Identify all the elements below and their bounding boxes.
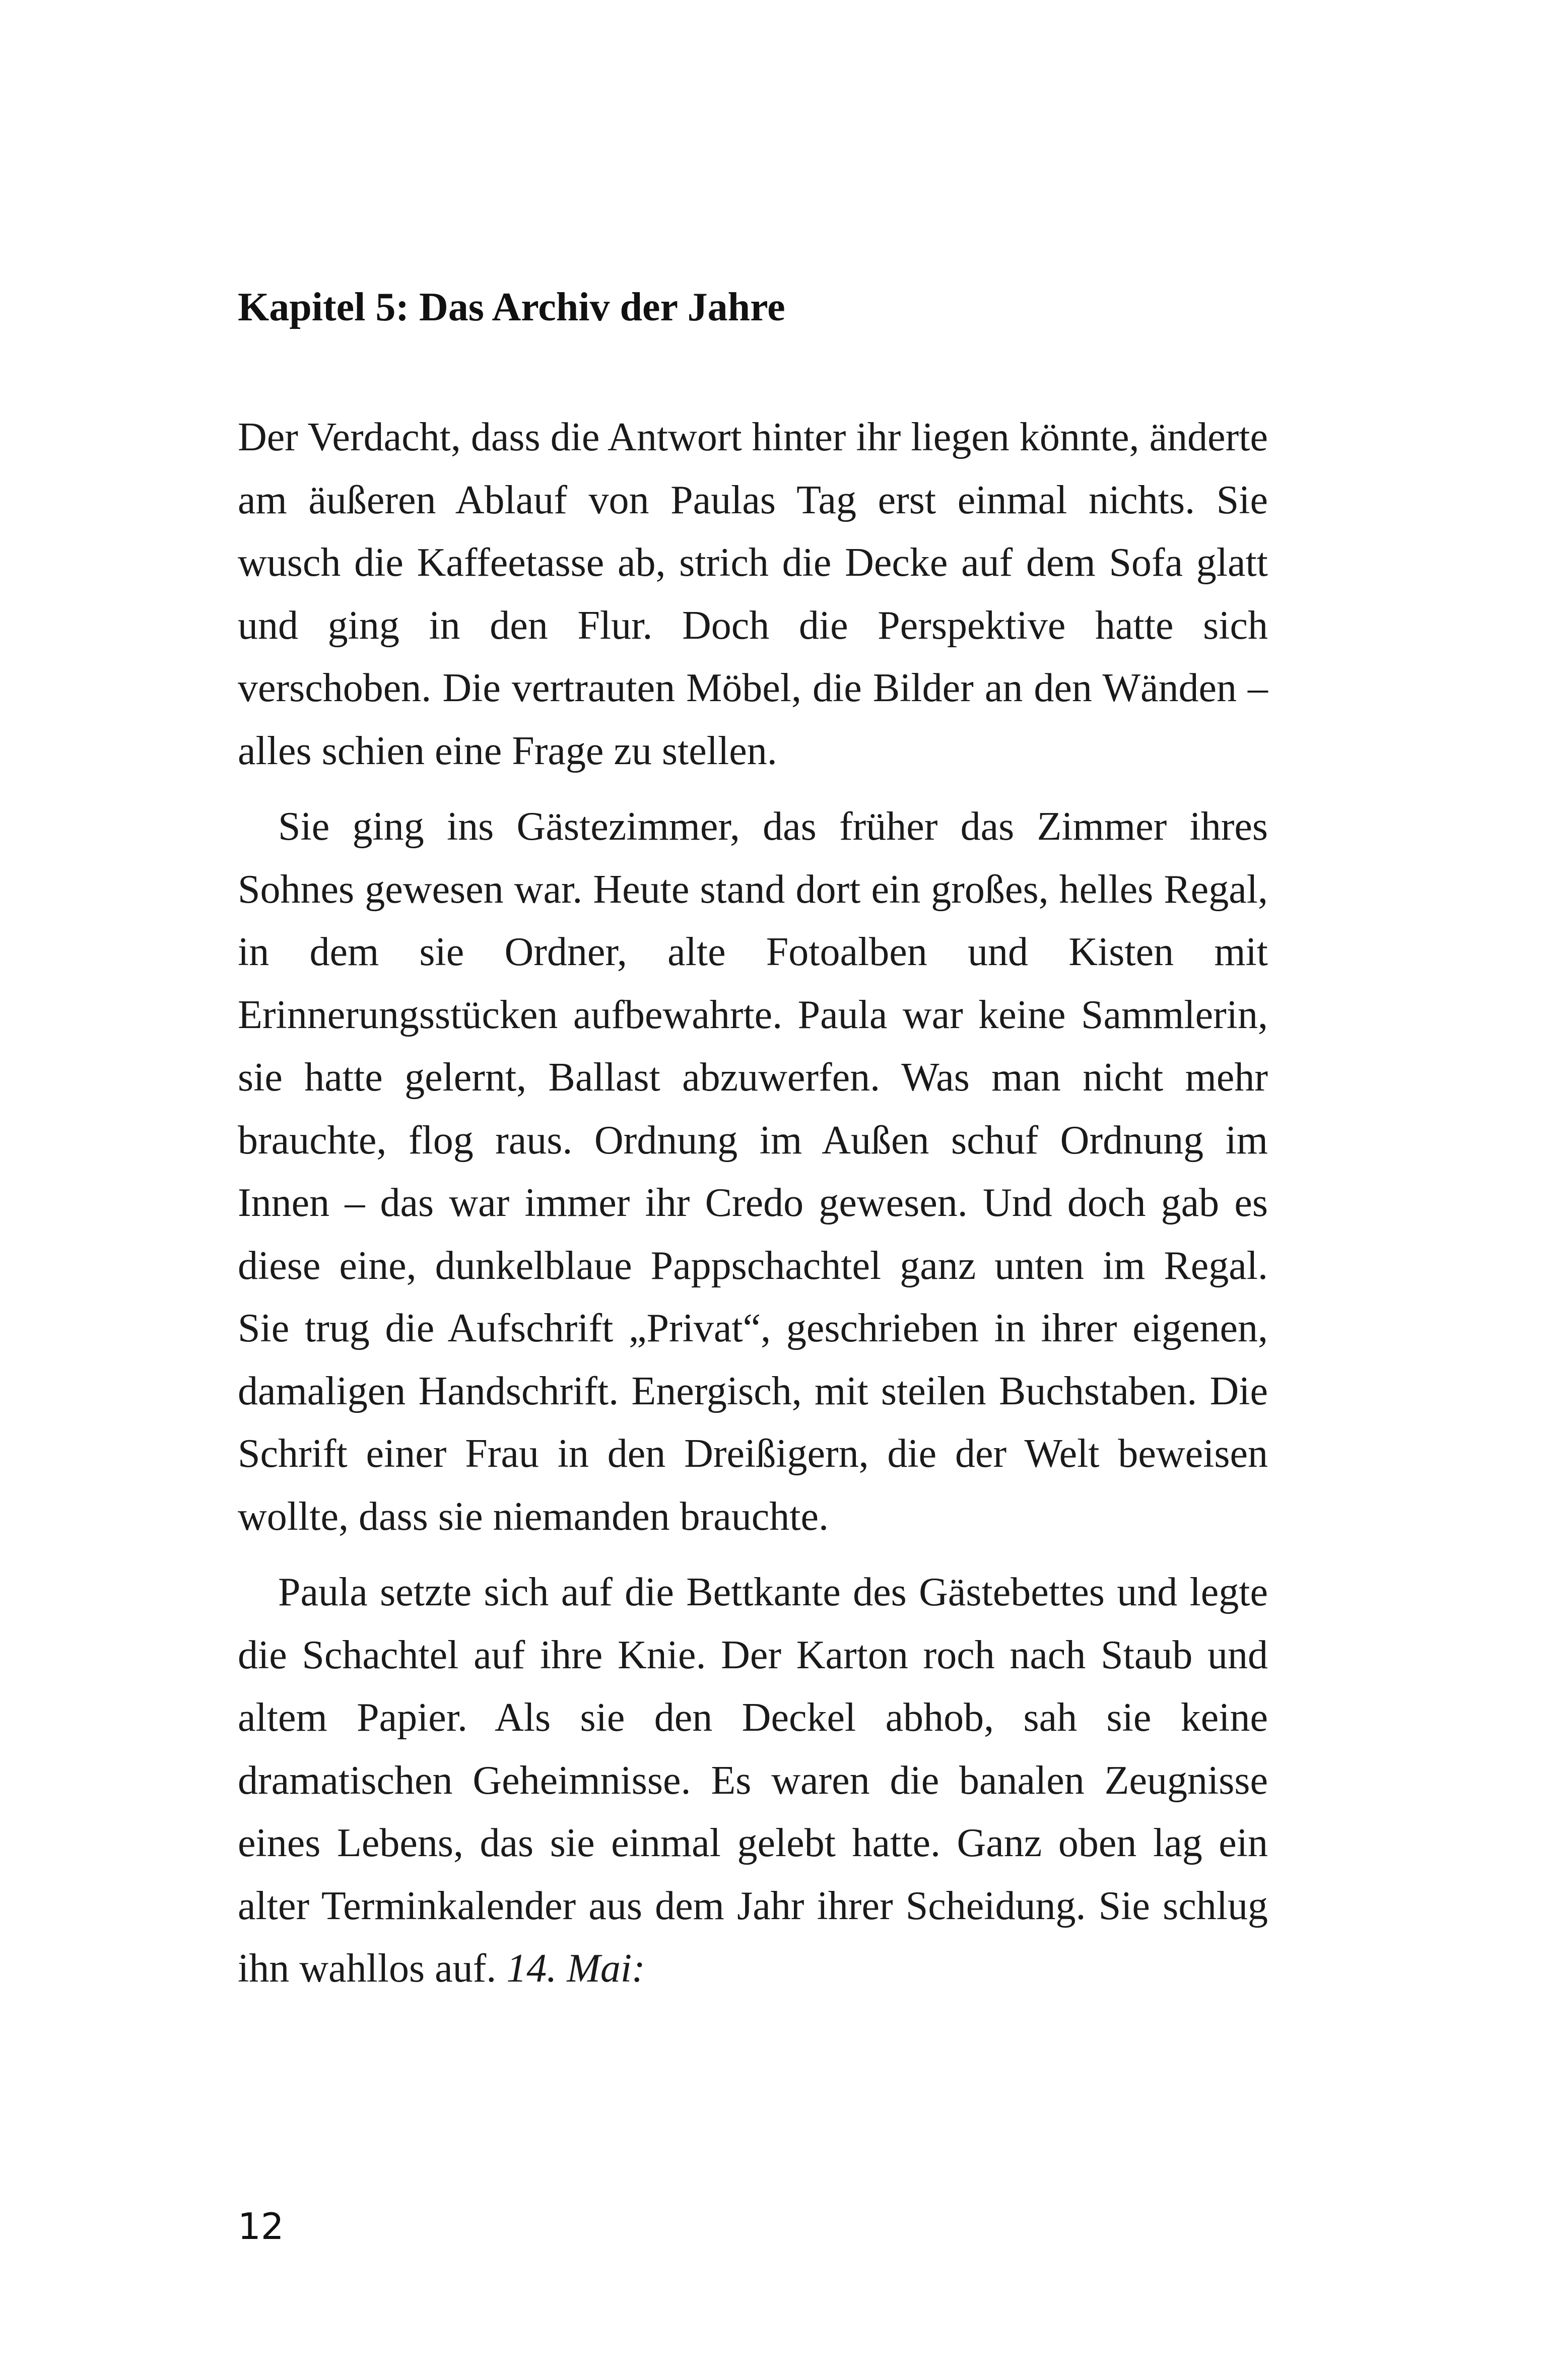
page-number: 12 [238,2205,284,2248]
title-spacer [238,343,1268,406]
page-text-block [238,272,1268,2000]
paragraph-1: Der Verdacht, dass die Antwort hinter ihr liegen könnte, änderte am äußeren Ablauf von Paulas Tag erst einmal nichts. Sie wusch die Kaffeetasse ab, strich die Decke auf dem Sofa glatt und ging in den Flur. Doch die Perspektive hatte sich verschoben. Die vertrauten Möbel, die Bilder an den Wänden – alles schien eine Frage zu stellen. [238,415,1268,773]
chapter-title: Kapitel 5: Das Archiv der Jahre [238,285,785,329]
paragraph-3 [238,1561,1268,2000]
paragraph-3-italic-date: 14. Mai: [506,1946,645,1991]
paragraph-2: Sie ging ins Gästezimmer, das früher das Zimmer ihres Sohnes gewesen war. Heute stand dort ein großes, helles Regal, in dem sie Ordner, alte Fotoalben und Kisten mit Erinnerungsstücken aufbewahrte. Paula war keine Sammlerin, sie hatte gelernt, Ballast abzuwerfen. Was man nicht mehr brauchte, flog raus. Ordnung im Außen schuf Ordnung im Innen – das war immer ihr Credo gewesen. Und doch gab es diese eine, dunkelblaue Pappschachtel ganz unten im Regal. Sie trug die Aufschrift „Privat“, geschrieben in ihrer eigenen, damaligen Handschrift. Energisch, mit steilen Buchstaben. Die Schrift einer Frau in den Dreißigern, die der Welt beweisen wollte, dass sie niemanden brauchte. [238,804,1268,1539]
paragraph-3-text: Paula setzte sich auf die Bettkante des Gästebettes und legte die Schachtel auf ihre Knie. Der Karton roch nach Staub und altem Papier. Als sie den Deckel abhob, sah sie keine dramatischen Geheimnisse. Es waren die banalen Zeugnisse eines Lebens, das sie einmal gelebt hatte. Ganz oben lag ein alter Terminkalender aus dem Jahr ihrer Scheidung. Sie schlug ihn wahllos auf. [238,1570,1268,1991]
